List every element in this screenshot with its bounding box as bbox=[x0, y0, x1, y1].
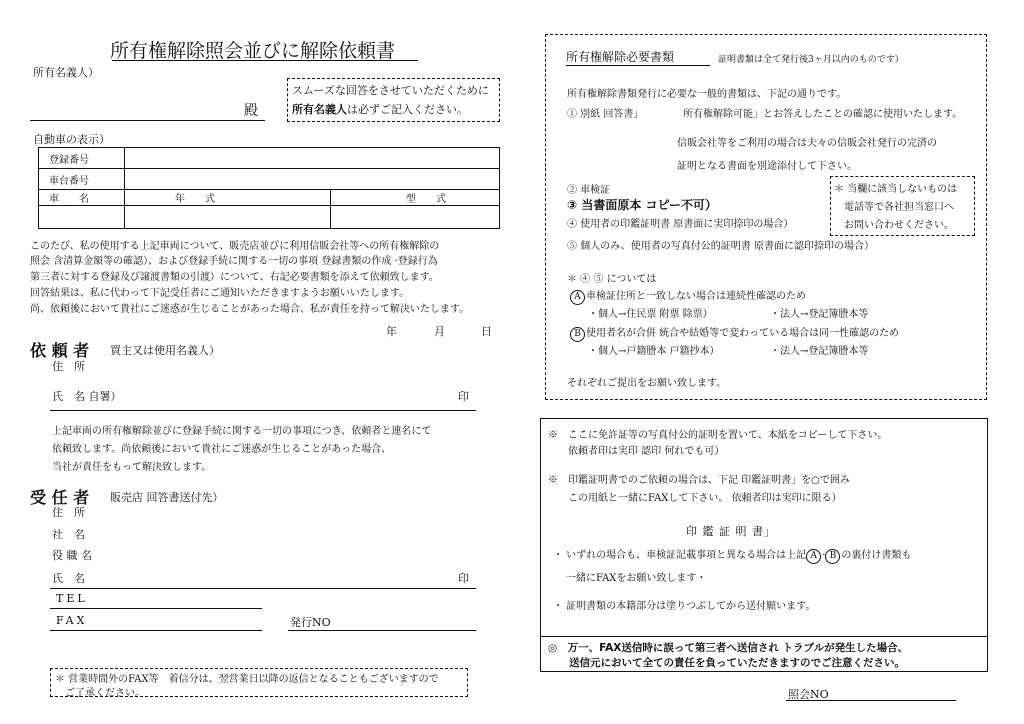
doc-item-4: ④ 使用者の印鑑証明書 原書面に実印捺印の場合） bbox=[567, 219, 794, 230]
doc-item-3: ③ 当書面原本 コピー不可） bbox=[567, 198, 718, 212]
note-a-text: 車検証住所と一致しない場合は連続性確認のため bbox=[586, 291, 806, 302]
docs-intro: 所有権解除書類発行に必要な一般的書類は、下記の通りです。 bbox=[567, 89, 847, 100]
note-b-text: 使用者名が合併 統合や結婚等で変わっている場合は同一性確認のため bbox=[586, 328, 900, 339]
agent-sub: 販売店 回答書送付先） bbox=[110, 491, 224, 504]
inquiry-no-line[interactable] bbox=[786, 700, 956, 701]
date-month[interactable]: 月 bbox=[434, 325, 445, 338]
doc-item-2: ② 車検証 bbox=[567, 185, 611, 196]
vehicle-table bbox=[38, 147, 500, 229]
note-b bbox=[570, 324, 899, 342]
model-field[interactable] bbox=[331, 206, 500, 229]
agent-title-label: 役 職 名 bbox=[52, 549, 92, 562]
requester-name-label: 氏 名 自署） bbox=[52, 390, 122, 403]
doc-item-1-extra-1: 信販会社等をご利用の場合は夫々の信販会社発行の完済の bbox=[677, 138, 937, 149]
reg-no-field[interactable] bbox=[125, 148, 500, 169]
bullet-1 bbox=[553, 546, 911, 564]
agent-tel-label: TEL bbox=[56, 592, 88, 605]
warning-line-1: ◎ 万一、FAX送信時に誤って第三者へ送信され トラブルが発生した場合、 bbox=[548, 642, 909, 654]
chassis-no-field[interactable] bbox=[125, 169, 500, 190]
doc-item-1-text: 所有権解除可能」とお答えしたことの確認に使用いたします。 bbox=[683, 109, 963, 120]
dono-label: 殿 bbox=[244, 103, 258, 119]
reg-no-label: 登録番号 bbox=[39, 148, 125, 169]
agent-name-label: 氏 名 bbox=[52, 572, 85, 585]
side-note-3: お問い合わせください。 bbox=[834, 220, 954, 231]
make-field[interactable] bbox=[39, 206, 125, 229]
request-line-3: 第三者に対する登録及び譲渡書類の引渡）について、右記必要書類を添えて依頼致します。 bbox=[30, 272, 439, 283]
agent-address-label: 住 所 bbox=[52, 506, 85, 519]
request-line-4: 回答結果は、私に代わって下記受任者にご通知いただきますようお願いいたします。 bbox=[30, 288, 410, 299]
requester-sub: 買主又は使用名義人） bbox=[110, 344, 220, 357]
model-header: 型 式 bbox=[331, 190, 500, 206]
footnote-line-2: ご了承ください。 bbox=[55, 688, 145, 699]
doc-item-5: ⑤ 個人のみ、使用者の写真付公的証明書 原書面に認印捺印の場合） bbox=[567, 241, 874, 252]
bullet-2: ・ 証明書類の本籍部分は塗りつぶしてから送付願います。 bbox=[553, 601, 816, 612]
requester-name-line[interactable] bbox=[50, 410, 476, 411]
year-header: 年 式 bbox=[125, 190, 331, 206]
date-year[interactable]: 年 bbox=[386, 325, 397, 338]
date-day[interactable]: 日 bbox=[481, 325, 492, 338]
side-note-2: 電話等で各社担当窓口へ bbox=[834, 202, 954, 213]
owner-notice-line2 bbox=[292, 101, 468, 117]
make-header: 車 名 bbox=[39, 190, 125, 206]
closing-text: それぞれご提出をお願い致します。 bbox=[567, 378, 727, 389]
bullet-1-text-b: の裏付け書類も bbox=[841, 550, 912, 561]
vehicle-heading: 自動車の表示） bbox=[33, 133, 110, 146]
issue-no-label: 発行NO bbox=[290, 616, 331, 629]
owner-notice-line1: スムーズな回答をさせていただくために bbox=[292, 84, 489, 97]
request-line-1: このたび、私の使用する上記車両について、販売店並びに利用信販会社等への所有権解除の bbox=[30, 241, 440, 252]
issue-no-line[interactable] bbox=[288, 630, 476, 631]
required-docs-title: 所有権解除必要書類 bbox=[566, 50, 675, 64]
note-a-individual: ・個人→住民票 附票 除票） bbox=[588, 309, 713, 320]
owner-label: 所有名義人） bbox=[33, 66, 99, 79]
footnote-line-1: ＊ 営業時間外のFAX等 着信分は、翌営業日以降の返信となることもございますので bbox=[55, 674, 439, 685]
requester-address-label: 住 所 bbox=[52, 360, 85, 373]
required-docs-note: 証明書類は全て発行後3ヶ月以内のものです） bbox=[718, 55, 904, 65]
warning-line-2: 送信元において全ての責任を負っていただきますのでご注意ください。 bbox=[548, 657, 905, 669]
agent-heading: 受 任 者 bbox=[30, 488, 90, 507]
agent-name-line[interactable] bbox=[50, 588, 476, 589]
doc-item-1-label: ① 別紙 回答書」 bbox=[567, 109, 644, 120]
year-field[interactable] bbox=[125, 206, 331, 229]
side-note-1: ＊ 当欄に該当しないものは bbox=[834, 184, 958, 195]
owner-name-line[interactable] bbox=[30, 120, 265, 121]
owner-notice-rest: は必ずご記入ください。 bbox=[347, 103, 468, 116]
note-a-corporate: ・法人→登記簿謄本等 bbox=[770, 309, 869, 320]
inquiry-no-label: 照会NO bbox=[788, 688, 829, 701]
bullet-1-b-mark: B bbox=[825, 549, 840, 564]
note-b-mark: B bbox=[570, 327, 585, 342]
agent-seal: 印 bbox=[458, 572, 469, 585]
doc-item-1-extra-2: 証明となる書面を別途添付して下さい。 bbox=[677, 161, 857, 172]
requester-statement-2: 依頼致します。尚依頼後において貴社にご迷惑が生じることがあった場合、 bbox=[52, 444, 392, 455]
seal-cert-label[interactable]: 印 鑑 証 明 書」 bbox=[686, 525, 776, 538]
owner-notice-bold: 所有名義人 bbox=[292, 103, 347, 116]
note-a-mark: A bbox=[570, 290, 585, 305]
request-line-5: 尚、依頼後において貴社にご迷惑が生じることがあった場合、私が責任を持って解決いたします。 bbox=[30, 304, 470, 315]
requester-statement-3: 当社が責任をもって解決致します。 bbox=[52, 462, 212, 473]
agent-fax-line[interactable] bbox=[50, 630, 262, 631]
bullet-1-a-mark: A bbox=[806, 549, 821, 564]
bullet-1-sep: · bbox=[822, 550, 826, 561]
instr2-line-2: この用紙と一緒にFAXして下さい。 依頼者印は実印に限る） bbox=[548, 493, 842, 504]
form-title: 所有権解除照会並びに解除依頼書 bbox=[110, 40, 396, 62]
requester-heading: 依 頼 者 bbox=[30, 341, 90, 360]
agent-tel-line[interactable] bbox=[50, 608, 262, 609]
bullet-1-cont: 一緒にFAXをお願い致します・ bbox=[566, 573, 707, 584]
note-b-individual: ・個人→戸籍謄本 戸籍抄本） bbox=[588, 346, 720, 357]
chassis-no-label: 車台番号 bbox=[39, 169, 125, 190]
note-b-corporate: ・法人→登記簿謄本等 bbox=[770, 346, 869, 357]
requester-statement-1: 上記車両の所有権解除並びに登録手続に関する一切の事項につき、依頼者と連名にて bbox=[52, 426, 432, 437]
bullet-1-text-a: ・ いずれの場合も、車検証記載事項と異なる場合は上記 bbox=[553, 550, 807, 561]
instr1-line-1: ※ ここに免許証等の写真付公的証明を置いて、本紙をコピーして下さい。 bbox=[548, 430, 888, 441]
requester-seal: 印 bbox=[458, 390, 469, 403]
instr2-line-1: ※ 印鑑証明書でのご依頼の場合は、下記 印鑑証明書」を○で囲み bbox=[548, 475, 850, 486]
instr1-line-2: 依頼者印は実印 認印 何れでも可） bbox=[548, 446, 725, 457]
note-a bbox=[570, 287, 806, 305]
agent-company-label: 社 名 bbox=[52, 528, 85, 541]
agent-fax-label: FAX bbox=[56, 614, 88, 627]
note-head: ＊ ④ ⑤ については bbox=[567, 274, 657, 285]
request-line-2: 照会 含清算金額等の確認）、および登録手続に関する一切の事項 登録書類の作成 ·登録行為 bbox=[30, 256, 438, 267]
